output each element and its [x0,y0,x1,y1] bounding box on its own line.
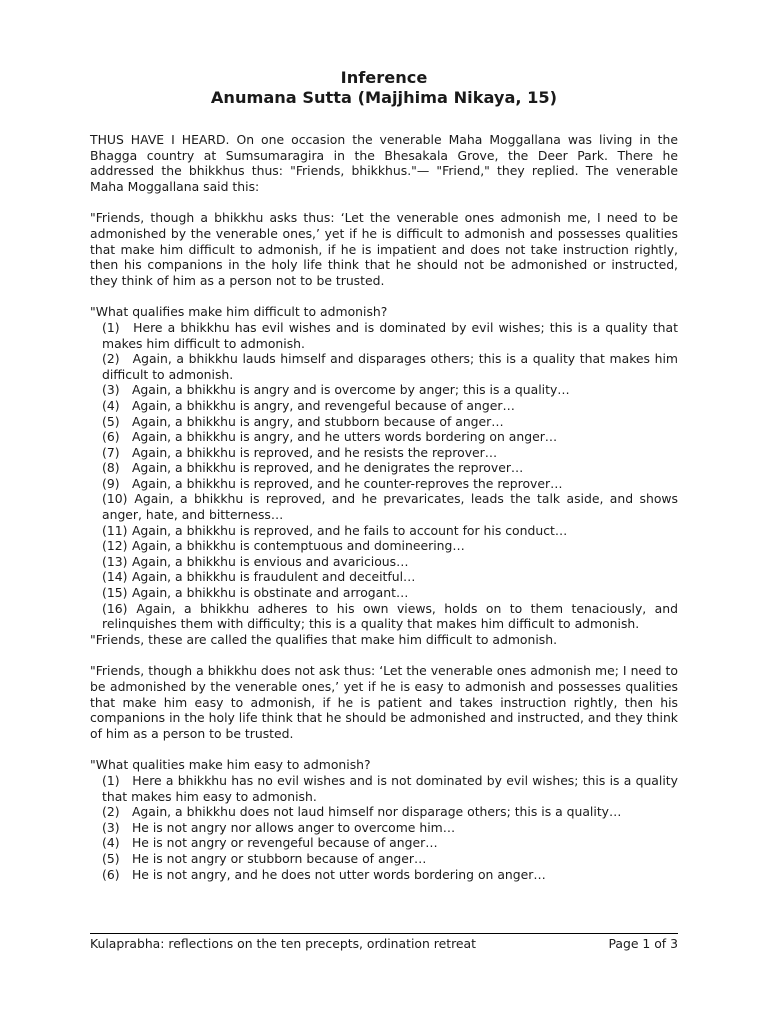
item-text: Again, a bhikkhu is envious and avaricious… [131,553,409,569]
item-text: Again, a bhikkhu is contemptuous and domineering… [131,538,465,554]
item-text: Here a bhikkhu has evil wishes and is dominated by evil wishes; this is a quality that makes him difficult to admonish. [102,319,678,351]
item-number: (2) [102,351,120,367]
page-title: Inference [340,68,428,87]
list-item [90,382,678,398]
list-item [90,460,678,476]
item-number: (6) [102,866,120,882]
item-number: (9) [102,475,120,491]
intro-paragraph: THUS HAVE I HEARD. On one occasion the venerable Maha Moggallana was living in the Bhagga country at Sumsumaragira in the Bhesakala Grove, the Deer Park. There he addressed the bhikkhus thus: "Friends, bhikkhus."— "Friend," they replied. The venerable Maha Moggallana said this: [90,132,678,194]
list-item [90,601,678,632]
footer-left-text: Kulaprabha: reflections on the ten precepts, ordination retreat [90,936,476,951]
item-text: Again, a bhikkhu is fraudulent and deceitful… [131,569,416,585]
list-item [90,429,678,445]
list-item [90,773,678,804]
item-text: Again, a bhikkhu lauds himself and disparages others; this is a quality that makes him difficult to admonish. [102,351,678,382]
item-number: (6) [102,429,120,445]
item-number: (10) [102,491,128,507]
page-subtitle: Anumana Sutta (Majjhima Nikaya, 15) [210,88,558,107]
item-number: (8) [102,460,120,476]
difficult-paragraph: "Friends, though a bhikkhu asks thus: ‘Let the venerable ones admonish me, I need to be admonished by the venerable ones,’ yet if he is difficult to admonish and possesses qualities that make him difficult to admonish, if he is impatient and does not take instruction rightly, then his companions in the holy life think that he should not be admonished or instructed, they think of him as a person not to be trusted. [90,210,678,288]
list-item [90,538,678,554]
list-item [90,820,678,836]
item-number: (5) [102,850,120,866]
list-item [90,851,678,867]
item-text: Again, a bhikkhu is reproved, and he denigrates the reprover… [131,460,524,476]
item-text: Again, a bhikkhu does not laud himself nor disparage others; this is a quality… [131,804,622,820]
list-item [90,804,678,820]
list-item [90,414,678,430]
item-number: (1) [102,772,120,788]
list-item [90,491,678,522]
easy-list [90,773,678,882]
list-item [90,445,678,461]
item-text: Again, a bhikkhu is reproved, and he resists the reprover… [131,444,498,460]
list-item [90,867,678,883]
title-block [90,68,678,108]
item-text: He is not angry nor allows anger to overcome him… [131,819,456,835]
item-number: (14) [102,569,128,585]
list-item [90,351,678,382]
list-item [90,398,678,414]
item-number: (3) [102,819,120,835]
difficult-list [90,320,678,632]
document-page [90,68,678,882]
item-text: Again, a bhikkhu is reproved, and he fails to account for his conduct… [131,522,568,538]
item-text: Again, a bhikkhu is angry, and stubborn because of anger… [131,413,504,429]
item-text: He is not angry or stubborn because of anger… [131,850,427,866]
easy-question: "What qualities make him easy to admonish? [90,757,371,773]
page-number: Page 1 of 3 [608,936,678,951]
item-text: Again, a bhikkhu is angry, and he utters words bordering on anger… [131,429,558,445]
page-footer [90,933,678,951]
list-item [90,569,678,585]
item-number: (7) [102,444,120,460]
item-number: (2) [102,804,120,820]
list-item [90,523,678,539]
item-text: Here a bhikkhu has no evil wishes and is not dominated by evil wishes; this is a quality that makes him easy to admonish. [102,772,678,804]
item-number: (4) [102,835,120,851]
item-text: He is not angry, and he does not utter words bordering on anger… [131,866,546,882]
difficult-question: "What qualifies make him difficult to admonish? [90,304,388,320]
item-number: (16) [102,600,128,616]
item-text: Again, a bhikkhu adheres to his own views, holds on to them tenaciously, and relinquishes them with difficulty; this is a quality that makes him difficult to admonish. [102,600,678,632]
list-item [90,554,678,570]
item-text: He is not angry or revengeful because of anger… [131,835,438,851]
item-text: Again, a bhikkhu is obstinate and arrogant… [131,585,409,601]
item-text: Again, a bhikkhu is reproved, and he prevaricates, leads the talk aside, and shows anger, hate, and bitterness… [102,491,678,523]
easy-paragraph: "Friends, though a bhikkhu does not ask thus: ‘Let the venerable ones admonish me; I need to be admonished by the venerable ones,’ yet if he is easy to admonish and possesses qualities that make him easy to admonish, if he is patient and takes instruction rightly, then his companions in the holy life think that he should be admonished and instructed, and they think of him as a person to be trusted. [90,663,678,741]
item-number: (4) [102,397,120,413]
item-number: (12) [102,538,128,554]
list-item [90,585,678,601]
item-number: (5) [102,413,120,429]
item-number: (13) [102,553,128,569]
item-text: Again, a bhikkhu is angry, and revengeful because of anger… [131,397,515,413]
difficult-closing: "Friends, these are called the qualifies that make him difficult to admonish. [90,631,558,647]
item-number: (1) [102,319,120,335]
item-number: (11) [102,522,128,538]
item-text: Again, a bhikkhu is reproved, and he counter-reproves the reprover… [131,475,563,491]
list-item [90,320,678,351]
item-number: (15) [102,585,128,601]
item-number: (3) [102,382,120,398]
list-item [90,835,678,851]
item-text: Again, a bhikkhu is angry and is overcome by anger; this is a quality… [131,382,570,398]
list-item [90,476,678,492]
